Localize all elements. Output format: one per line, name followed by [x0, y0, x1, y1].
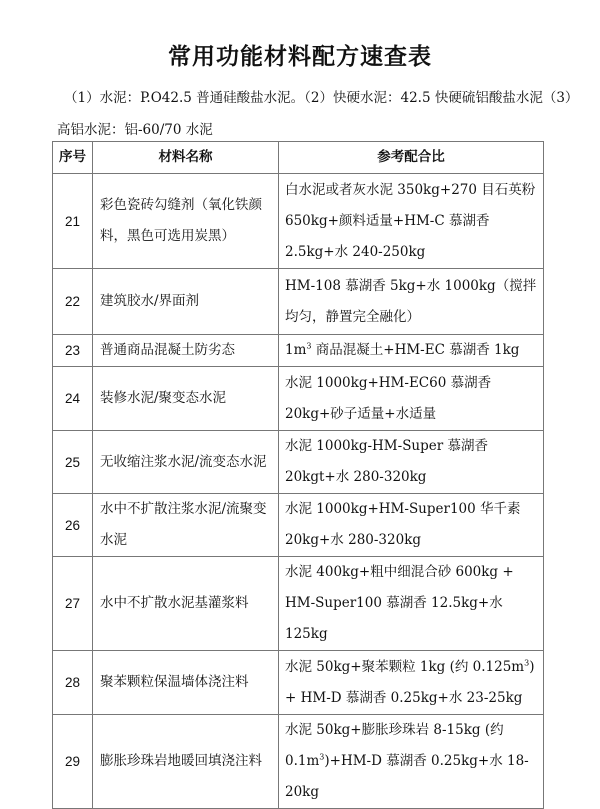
row-number: 27 — [53, 557, 93, 651]
intro-text-line-1: （1）水泥：P.O42.5 普通硅酸盐水泥。（2）快硬水泥：42.5 快硬硫铝酸盐水泥（3） — [64, 90, 579, 106]
material-name: 无收缩注浆水泥/流变态水泥 — [93, 431, 279, 494]
table-row — [53, 715, 544, 809]
row-number: 26 — [53, 494, 93, 557]
ratio-text: 水泥 50kg+聚苯颗粒 1kg (约 0.125m — [285, 658, 525, 675]
formula-table — [52, 141, 544, 809]
header-reference-ratio: 参考配合比 — [279, 142, 544, 174]
table-header-row — [53, 142, 544, 174]
ratio-text: 水泥 50kg+膨胀珍珠岩 8-15kg (约 0.1m — [285, 722, 504, 769]
material-name: 装修水泥/聚变态水泥 — [93, 367, 279, 431]
row-number: 29 — [53, 715, 93, 809]
document-title: 常用功能材料配方速查表 — [168, 44, 432, 70]
table-row — [53, 269, 544, 335]
material-name: 水中不扩散水泥基灌浆料 — [93, 557, 279, 651]
superscript: 3 — [319, 752, 325, 762]
material-name: 普通商品混凝土防劣态 — [93, 335, 279, 367]
reference-ratio: 水泥 1000kg-HM-Super 慕湖香 20kgt+水 280-320kg — [279, 431, 544, 494]
material-name: 彩色瓷砖勾缝剂（氧化铁颜料，黑色可选用炭黑） — [93, 174, 279, 269]
ratio-text: ) + HM-D 慕湖香 0.25kg+水 23-25kg — [285, 658, 535, 706]
table-row — [53, 494, 544, 557]
row-number: 25 — [53, 431, 93, 494]
table-row — [53, 557, 544, 651]
reference-ratio: 水泥 1000kg+HM-EC60 慕湖香 20kg+砂子适量+水适量 — [279, 367, 544, 431]
table-row — [53, 174, 544, 269]
reference-ratio: 水泥 1000kg+HM-Super100 华千素 20kg+水 280-320kg — [279, 494, 544, 557]
reference-ratio — [279, 335, 544, 367]
row-number: 23 — [53, 335, 93, 367]
material-name: 建筑胶水/界面剂 — [93, 269, 279, 335]
ratio-text: 1m — [285, 342, 307, 358]
reference-ratio — [279, 715, 544, 809]
reference-ratio: HM-108 慕湖香 5kg+水 1000kg（搅拌均匀，静置完全融化） — [279, 269, 544, 335]
intro-text-line-2: 高铝水泥：铝-60/70 水泥 — [57, 122, 213, 138]
superscript: 3 — [306, 341, 312, 351]
reference-ratio — [279, 651, 544, 715]
ratio-text: 商品混凝土+HM-EC 慕湖香 1kg — [311, 342, 520, 358]
row-number: 24 — [53, 367, 93, 431]
row-number: 22 — [53, 269, 93, 335]
reference-ratio: 白水泥或者灰水泥 350kg+270 目石英粉 650kg+颜料适量+HM-C 慕湖香 2.5kg+水 240-250kg — [279, 174, 544, 269]
table-row — [53, 367, 544, 431]
header-serial-no: 序号 — [53, 142, 93, 174]
material-name: 水中不扩散注浆水泥/流聚变水泥 — [93, 494, 279, 557]
material-name: 膨胀珍珠岩地暖回填浇注料 — [93, 715, 279, 809]
table-row — [53, 651, 544, 715]
superscript: 3 — [524, 658, 530, 667]
row-number: 21 — [53, 174, 93, 269]
ratio-text: )+HM-D 慕湖香 0.25kg+水 18-20kg — [285, 753, 529, 800]
material-name: 聚苯颗粒保温墙体浇注料 — [93, 651, 279, 715]
table-row — [53, 335, 544, 367]
table-row — [53, 431, 544, 494]
header-material-name: 材料名称 — [93, 142, 279, 174]
row-number: 28 — [53, 651, 93, 715]
reference-ratio: 水泥 400kg+粗中细混合砂 600kg + HM-Super100 慕湖香 12.5kg+水 125kg — [279, 557, 544, 651]
